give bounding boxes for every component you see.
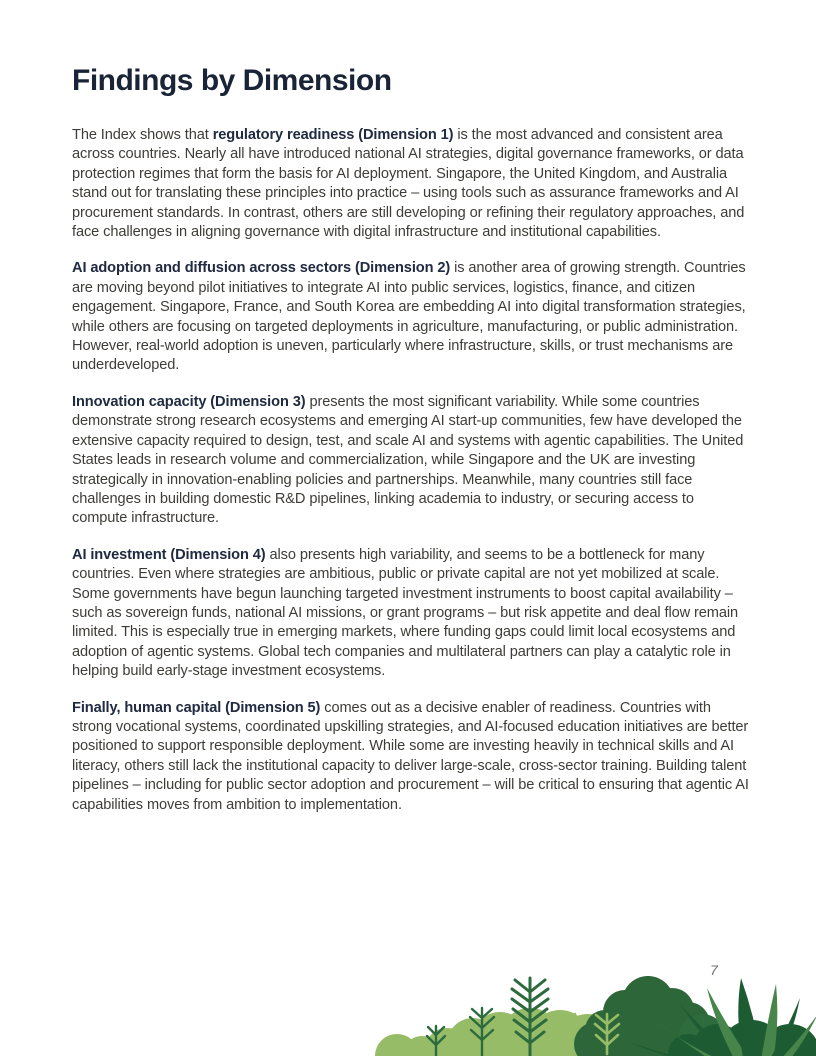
paragraph-text: comes out as a decisive enabler of readiness. Countries with strong vocational systems, coordinated upskilling strategies, and AI-focused education initiatives are better positioned to support responsible deployment. While some are investing heavily in technical skills and AI literacy, others still lack the institutional capacity to deliver large-scale, cross-sector training. Building talent pipelines – including for public sector adoption and procurement – will be critical to ensuring that agentic AI capabilities moves from ambition to implementation. [72,699,749,813]
paragraph-text: also presents high variability, and seems to be a bottleneck for many countries. Even where strategies are ambitious, public or private capital are not yet mobilized at scale. Some governments have begun launching targeted investment instruments to boost capital availability – such as sovereign funds, national AI missions, or grant programs – but risk appetite and deal flow remain limited. This is especially true in emerging markets, where funding gaps could limit local ecosystems and adoption of agentic systems. Global tech companies and multilateral partners can play a catalytic role in helping build early-stage investment ecosystems. [72,546,739,680]
paragraph-text: The Index shows that [72,127,213,143]
page-number: 7 [710,962,718,978]
dimension-bold-lead: Finally, human capital (Dimension 5) [72,699,321,716]
dimension-bold-lead: AI adoption and diffusion across sectors (Dimension 2) [72,260,451,277]
body-paragraph [72,699,752,815]
dimension-bold-lead: Innovation capacity (Dimension 3) [72,393,306,410]
paragraph-text: is another area of growing strength. Countries are moving beyond pilot initiatives to integrate AI into public services, logistics, finance, and citizen engagement. Singapore, France, and South Korea are embedding AI into digital transformation strategies, while others are focusing on targeted deployments in agriculture, manufacturing, or public administration. However, real-world adoption is uneven, particularly where infrastructure, skills, or trust mechanisms are underdeveloped. [72,260,746,374]
body-paragraph [72,546,752,682]
dimension-bold-lead: AI investment (Dimension 4) [72,546,266,563]
foliage-illustration [0,956,816,1056]
paragraph-text: presents the most significant variability. While some countries demonstrate strong research ecosystems and emerging AI start-up communities, few have developed the extensive capacity required to design, test, and scale AI and systems with agentic capabilities. The United States leads in research volume and commercialization, while Singapore and the UK are investing strategically in innovation-enabling policies and partnerships. Meanwhile, many countries still face challenges in building domestic R&D pipelines, linking academia to industry, or securing access to compute infrastructure. [72,393,744,527]
body-paragraph [72,393,752,529]
dimension-bold-lead: regulatory readiness (Dimension 1) [212,127,454,143]
body-paragraph [72,259,752,375]
paragraph-text: is the most advanced and consistent area across countries. Nearly all have introduced national AI strategies, digital governance frameworks, or data protection regimes that form the basis for AI deployment. Singapore, the United Kingdom, and Australia stand out for translating these principles into practice – using tools such as assurance frameworks and AI procurement standards. In contrast, others are still developing or refining their regulatory approaches, and face challenges in aligning governance with digital infrastructure and institutional capabilities. [72,127,745,241]
page-title: Findings by Dimension [72,64,392,97]
body-paragraph [72,126,752,242]
main-content [72,64,752,832]
body-paragraphs [72,126,752,815]
